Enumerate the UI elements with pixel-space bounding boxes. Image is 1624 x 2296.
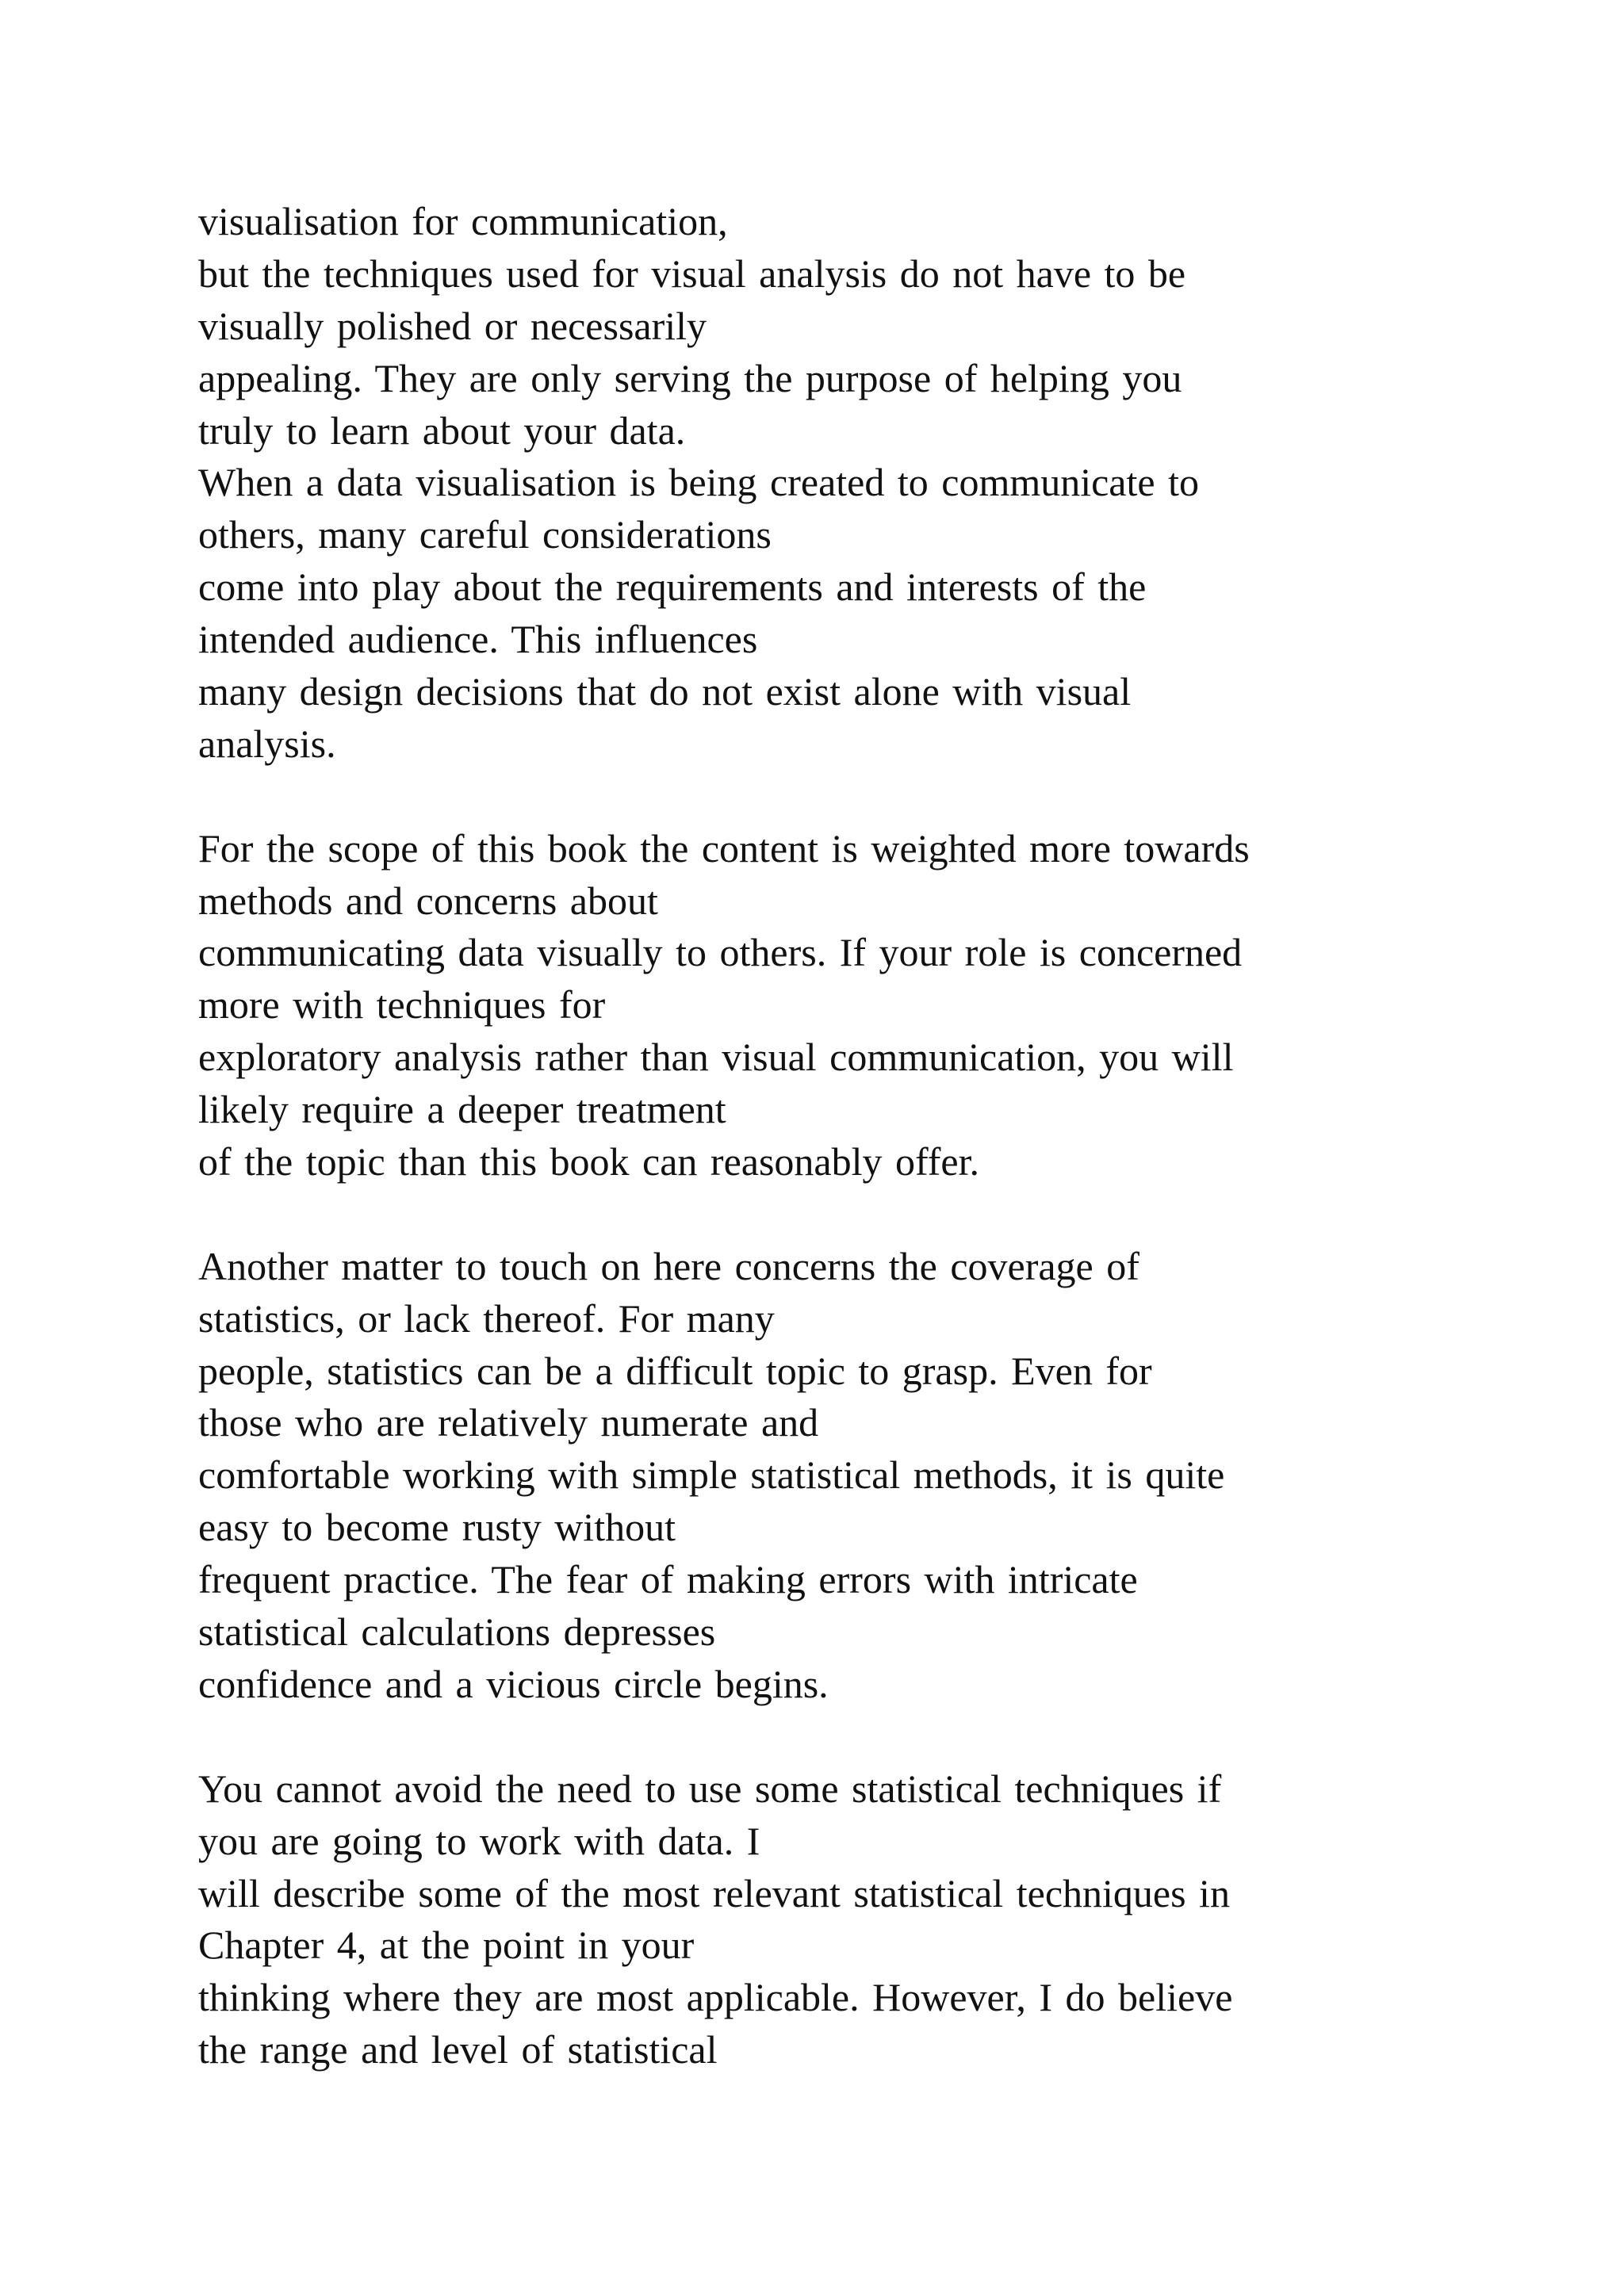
text-line: For the scope of this book the content is weighted more towards [198,825,1250,871]
text-line: You cannot avoid the need to use some statistical techniques if [198,1766,1222,1811]
text-line: but the techniques used for visual analysis do not have to be [198,251,1186,296]
text-line: confidence and a vicious circle begins. [198,1661,829,1706]
text-line: likely require a deeper treatment [198,1087,726,1132]
text-line: more with techniques for [198,982,606,1027]
text-line: will describe some of the most relevant statistical techniques in [198,1870,1230,1915]
text-line: methods and concerns about [198,878,658,923]
text-line: Chapter 4, at the point in your [198,1923,695,1968]
paragraph-gap [198,1711,1435,1763]
text-line: people, statistics can be a difficult topic to grasp. Even for [198,1348,1152,1393]
text-line: the range and level of statistical [198,2027,718,2072]
text-line: When a data visualisation is being created to communicate to [198,460,1199,505]
text-line: others, many careful considerations [198,512,772,557]
text-line: thinking where they are most applicable. However, I do believe [198,1975,1233,2020]
text-line: frequent practice. The fear of making errors with intricate [198,1557,1138,1602]
text-line: truly to learn about your data. [198,408,686,453]
text-line: easy to become rusty without [198,1505,676,1550]
text-line: Another matter to touch on here concerns the coverage of [198,1243,1139,1288]
text-line: exploratory analysis rather than visual communication, you will [198,1035,1234,1080]
text-line: statistics, or lack thereof. For many [198,1295,775,1341]
text-line: communicating data visually to others. If your role is concerned [198,930,1243,975]
text-line: appealing. They are only serving the purpose of helping you [198,355,1182,400]
text-line: visually polished or necessarily [198,303,707,348]
text-line: comfortable working with simple statistical methods, it is quite [198,1452,1225,1498]
text-line: of the topic than this book can reasonably offer. [198,1139,979,1184]
paragraph-gap [198,771,1435,823]
text-line: those who are relatively numerate and [198,1400,819,1445]
text-line: statistical calculations depresses [198,1609,716,1655]
text-line: come into play about the requirements and interests of the [198,564,1147,610]
document-body [198,196,1435,2076]
text-line: intended audience. This influences [198,617,758,662]
paragraph-gap [198,1188,1435,1241]
text-line: you are going to work with data. I [198,1818,760,1863]
text-line: many design decisions that do not exist alone with visual [198,669,1132,714]
text-line: analysis. [198,721,336,766]
text-line: visualisation for communication, [198,199,728,243]
